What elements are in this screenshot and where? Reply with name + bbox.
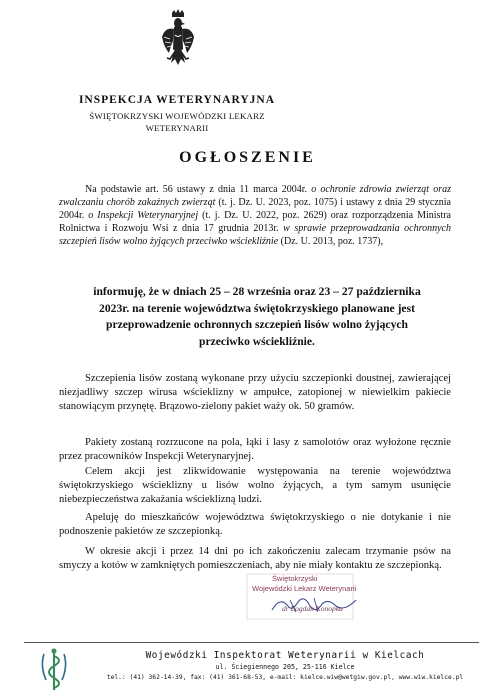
institution-subtitle-line2: WETERYNARII (145, 123, 209, 133)
stamp-line-1: Świętokrzyski (272, 574, 318, 583)
intro-act-title-3: w sprawie przeprowadzania ochronnych szczepień lisów wolno żyjących przeciwko wściekliźnie (59, 223, 451, 248)
paragraph-appeal: Apeluję do mieszkańców województwa świętokrzyskiego o nie dotykanie i nie podnoszenie pakietów ze szczepionką. (59, 512, 451, 538)
footer-contact: tel.: (41) 362-14-39, fax: (41) 361-68-53, e-mail: kielce.wiw@wetgiw.gov.pl, www.wiw.kielce.pl (106, 674, 464, 681)
stamp-line-2: Wojewódzki Lekarz Weterynarii (252, 584, 357, 593)
footer-address: ul. Ściegiennego 205, 25-116 Kielce (215, 663, 355, 671)
stamp-signatory-name: dr Bogdan Konopka (282, 604, 343, 613)
institution-subtitle-line1: ŚWIĘTOKRZYSKI WOJEWÓDZKI LEKARZ (89, 111, 265, 121)
paragraph-pets-recommendation: W okresie akcji i przez 14 dni po ich zakończeniu zalecam trzymanie psów na smyczy a kotów w zamkniętych pomieszczeniach, aby nie miały kontaktu ze szczepionką. (59, 546, 451, 572)
footer-divider (24, 642, 479, 643)
polish-eagle-emblem-icon (161, 9, 195, 79)
intro-text-1: Na podstawie art. 56 ustawy z dnia 11 marca 2004r. (85, 184, 312, 195)
footer-organization: Wojewódzki Inspektorat Weterynarii w Kielcach (145, 650, 425, 661)
veterinary-caduceus-logo-icon (38, 646, 70, 694)
intro-text-3: (t. j. Dz. U. 2022, poz. 2629) oraz rozporządzenia Ministra Rolnictwa i Rozwoju Wsi z dnia 17 grudnia 2013r. (59, 210, 452, 235)
paragraph-vaccine-description: Szczepienia lisów zostaną wykonane przy użyciu szczepionki doustnej, zawierającej niezjadliwy szczep wirusa wścieklizny w ampułce, zatopionej w niewielkim pakiecie stanowiącym przynętę. Brązowo-zielony pakiet waży ok. 50 gramów. (59, 373, 451, 413)
intro-act-title-2: o Inspekcji Weterynaryjnej (88, 210, 199, 222)
legal-basis-paragraph (59, 183, 451, 248)
document-title: OGŁOSZENIE (179, 149, 316, 166)
intro-text-2: (t. j. Dz. U. 2023, poz. 1075) i ustawy z dnia 29 stycznia 2004r. (59, 197, 451, 222)
paragraph-goal: Celem akcji jest zlikwidowanie występowania na terenie województwa świętokrzyskiego wścieklizny u lisów wolno żyjących, a tym samym usunięcie niebezpieczeństwa zakażania wścieklizną ludzi. (59, 466, 451, 506)
intro-act-title-1: o ochronie zdrowia zwierząt oraz zwalczaniu chorób zakaźnych zwierząt (59, 184, 451, 209)
announcement-text: informuję, że w dniach 25 – 28 września oraz 23 – 27 października 2023r. na terenie województwa świętokrzyskiego planowane jest przeprowadzenie ochronnych szczepień lisów wolno żyjących przeciwko wściekliźnie. (93, 285, 421, 348)
institution-name: INSPEKCJA WETERYNARYJNA (78, 94, 276, 106)
intro-text-4: (Dz. U. 2013, poz. 1737), (278, 236, 384, 248)
paragraph-distribution: Pakiety zostaną rozrzucone na pola, łąki i lasy z samolotów oraz wyłożone ręcznie przez pracowników Inspekcji Weterynaryjnej. (59, 437, 451, 463)
